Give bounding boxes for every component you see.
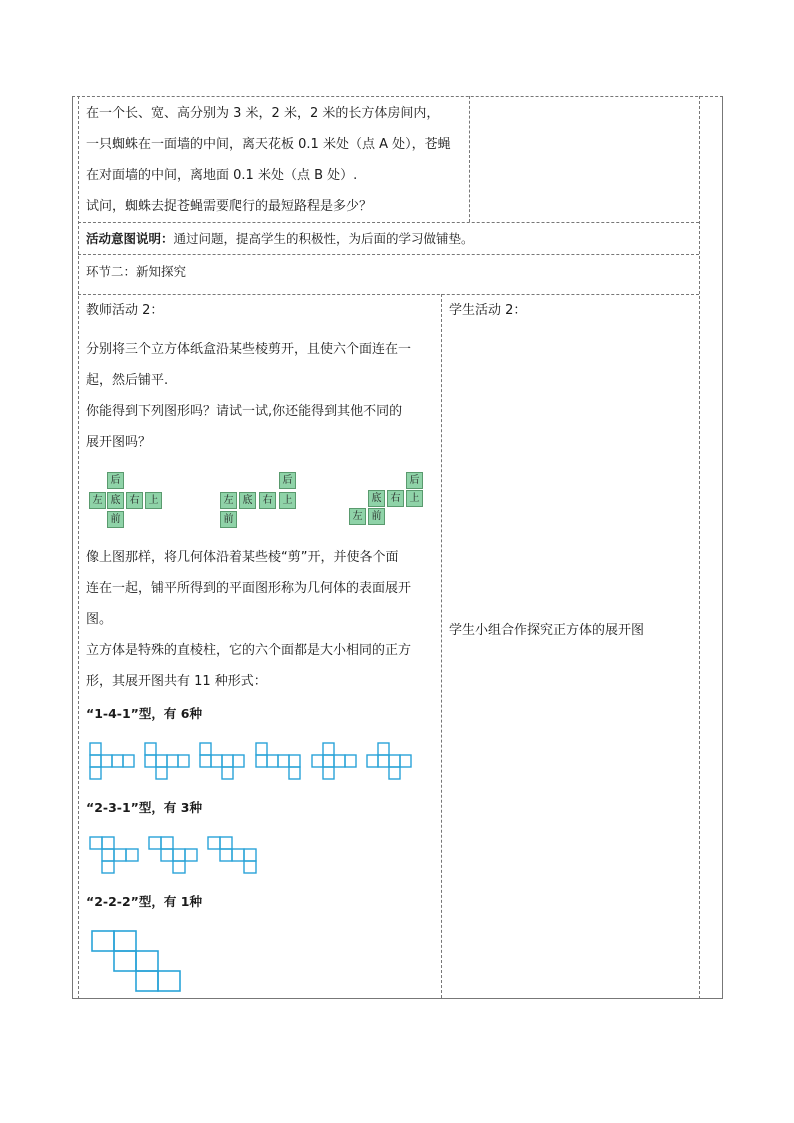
face-right: 右 [387,490,404,507]
face-bottom: 底 [239,492,256,509]
table-right-border [699,96,700,999]
intent-row [86,231,474,247]
face-back: 后 [107,472,124,489]
table-left-inner-border [78,96,79,999]
activity-col-divider [441,294,442,998]
face-top: 上 [406,490,423,507]
table-bottom-border [72,998,723,999]
teacher-p4-line1: 立方体是特殊的直棱柱，它的六个面都是大小相同的正方 [86,643,412,658]
face-right: 右 [126,492,143,509]
problem-line-4: 试问，蜘蛛去捉苍蝇需要爬行的最短路程是多少？ [86,199,373,214]
teacher-heading: 教师活动 2： [86,303,164,318]
intent-label: 活动意图说明： [86,231,174,246]
face-top: 上 [145,492,162,509]
face-right: 右 [259,492,276,509]
type-2-2-2-label: “2-2-2”型，有 1种 [86,894,202,909]
teacher-p1-line2: 起，然后铺平. [86,373,169,388]
intent-text: 通过问题，提高学生的积极性，为后面的学习做铺垫。 [173,231,474,246]
row-divider-1 [78,222,699,223]
face-back: 后 [279,472,296,489]
student-heading: 学生活动 2： [449,303,527,318]
type-1-4-1-label: “1-4-1”型，有 6种 [86,706,202,721]
face-front: 前 [107,511,124,528]
face-back: 后 [406,472,423,489]
teacher-p2-line1: 你能得到下列图形吗？请试一试,你还能得到其他不同的 [86,404,403,419]
table-left-border [72,96,73,999]
teacher-p3-line1: 像上图那样，将几何体沿着某些棱“剪”开，并使各个面 [86,550,399,565]
face-bottom: 底 [368,490,385,507]
teacher-p1-line1: 分别将三个立方体纸盒沿某些棱剪开，且使六个面连在一 [86,342,412,357]
teacher-p3-line3: 图。 [86,612,113,627]
face-front: 前 [368,508,385,525]
face-left: 左 [220,492,237,509]
type-2-3-1-label: “2-3-1”型，有 3种 [86,800,202,815]
face-top: 上 [279,492,296,509]
row-divider-3 [78,294,699,295]
student-activity-text: 学生小组合作探究正方体的展开图 [449,623,645,638]
teacher-p4-line2: 形，其展开图共有 11 种形式： [86,674,267,689]
face-left: 左 [349,508,366,525]
problem-col-divider [469,96,470,222]
problem-line-1: 在一个长、宽、高分别为 3 米，2 米，2 米的长方体房间内， [86,106,440,121]
section-title: 环节二：新知探究 [86,264,187,279]
table-right-outer-border [722,96,723,999]
problem-line-3: 在对面墙的中间，离地面 0.1 米处（点 B 处）. [86,168,358,183]
problem-line-2: 一只蜘蛛在一面墙的中间，离天花板 0.1 米处（点 A 处），苍蝇 [86,137,451,152]
teacher-p2-line2: 展开图吗？ [86,435,152,450]
row-divider-2 [78,254,699,255]
table-top-border [72,96,723,97]
face-front: 前 [220,511,237,528]
face-left: 左 [89,492,106,509]
face-bottom: 底 [107,492,124,509]
teacher-p3-line2: 连在一起，铺平所得到的平面图形称为几何体的表面展开 [86,581,412,596]
